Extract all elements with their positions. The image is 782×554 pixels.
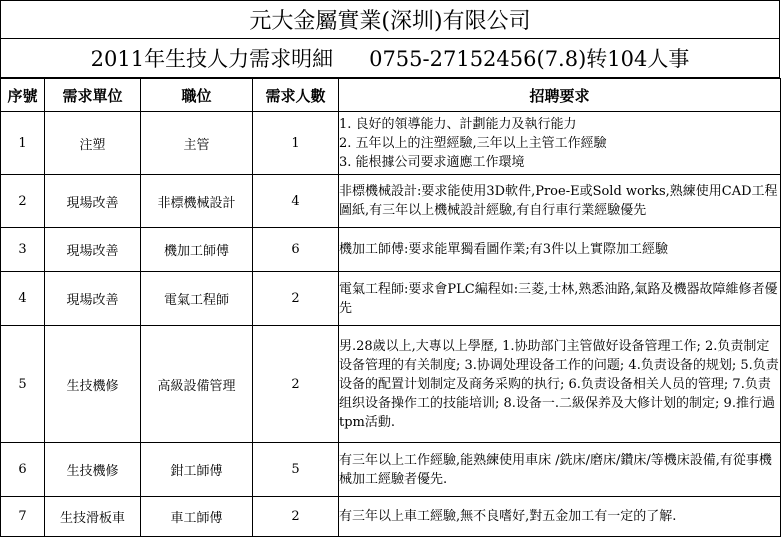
- cell-unit: 生技機修: [45, 443, 141, 497]
- cell-count: 1: [253, 112, 339, 175]
- cell-position: 高級設備管理: [141, 326, 253, 443]
- table-row: [1, 228, 781, 272]
- cell-unit: 現場改善: [45, 228, 141, 272]
- cell-count: 2: [253, 326, 339, 443]
- col-header-requirements: 招聘要求: [339, 79, 781, 112]
- cell-unit: 注塑: [45, 112, 141, 175]
- table-row: [1, 112, 781, 175]
- cell-count: 2: [253, 497, 339, 537]
- cell-position: 電氣工程師: [141, 272, 253, 326]
- requirement-line: 3. 能根據公司要求適應工作環境: [339, 154, 525, 170]
- cell-count: 6: [253, 228, 339, 272]
- cell-unit: 現場改善: [45, 175, 141, 228]
- cell-unit: 生技機修: [45, 326, 141, 443]
- subtitle-text: 2011年生技人力需求明細: [90, 47, 334, 71]
- contact-text: 0755-27152456(7.8)转104人事: [369, 47, 690, 71]
- table-row: [1, 175, 781, 228]
- cell-count: 2: [253, 272, 339, 326]
- cell-requirements: 電氣工程師:要求會PLC編程如:三菱,士林,熟悉油路,氣路及機器故障維修者優先: [339, 272, 781, 326]
- requirements-table: [0, 78, 781, 537]
- cell-position: 車工師傅: [141, 497, 253, 537]
- cell-no: 7: [1, 497, 45, 537]
- cell-requirements: 男.28歲以上,大專以上學歷, 1.协助部门主管做好设备管理工作; 2.负责制定设备管理的有关制度; 3.协调处理设备工作的问题; 4.负责设备的规划; 5.负责设备的配置计划制定及商务采购的执行; 6.负责设备相关人员的管理; 7.负责组织设备操作工的技能培训; 8.设备一.二級保养及大修计划的制定; 9.推行過tpm活動.: [339, 326, 781, 443]
- table-row: [1, 443, 781, 497]
- table-header-row: [1, 79, 781, 112]
- cell-requirements: 機加工師傅:要求能單獨看圖作業;有3件以上實際加工經驗: [339, 228, 781, 272]
- col-header-no: 序號: [1, 79, 45, 112]
- table-row: [1, 272, 781, 326]
- cell-count: 4: [253, 175, 339, 228]
- cell-position: 鉗工師傅: [141, 443, 253, 497]
- cell-no: 6: [1, 443, 45, 497]
- cell-no: 5: [1, 326, 45, 443]
- cell-no: 4: [1, 272, 45, 326]
- col-header-count: 需求人數: [253, 79, 339, 112]
- cell-position: 主管: [141, 112, 253, 175]
- cell-unit: 生技滑板車: [45, 497, 141, 537]
- cell-requirements: 非標機械設計:要求能使用3D軟件,Proe-E或Sold works,熟練使用CAD工程圖紙,有三年以上機械設計經驗,有自行車行業經驗優先: [339, 175, 781, 228]
- cell-unit: 現場改善: [45, 272, 141, 326]
- cell-requirements: [339, 112, 781, 175]
- cell-no: 2: [1, 175, 45, 228]
- table-row: [1, 497, 781, 537]
- cell-position: 機加工師傅: [141, 228, 253, 272]
- col-header-position: 職位: [141, 79, 253, 112]
- cell-no: 3: [1, 228, 45, 272]
- cell-requirements: 有三年以上車工經驗,無不良嗜好,對五金加工有一定的了解.: [339, 497, 781, 537]
- cell-count: 5: [253, 443, 339, 497]
- cell-position: 非標機械設計: [141, 175, 253, 228]
- cell-requirements: 有三年以上工作經驗,能熟練使用車床 /銑床/磨床/鑽床/等機床設備,有從事機械加工經驗者優先.: [339, 443, 781, 497]
- table-row: [1, 326, 781, 443]
- cell-no: 1: [1, 112, 45, 175]
- col-header-unit: 需求單位: [45, 79, 141, 112]
- requirement-line: 2. 五年以上的注塑經驗,三年以上主管工作經驗: [339, 135, 607, 151]
- requirement-line: 1. 良好的領導能力、計劃能力及執行能力: [339, 116, 577, 132]
- company-title: [0, 0, 780, 38]
- subtitle-row: [0, 38, 780, 78]
- company-name: 元大金屬實業(深圳)有限公司: [249, 9, 531, 34]
